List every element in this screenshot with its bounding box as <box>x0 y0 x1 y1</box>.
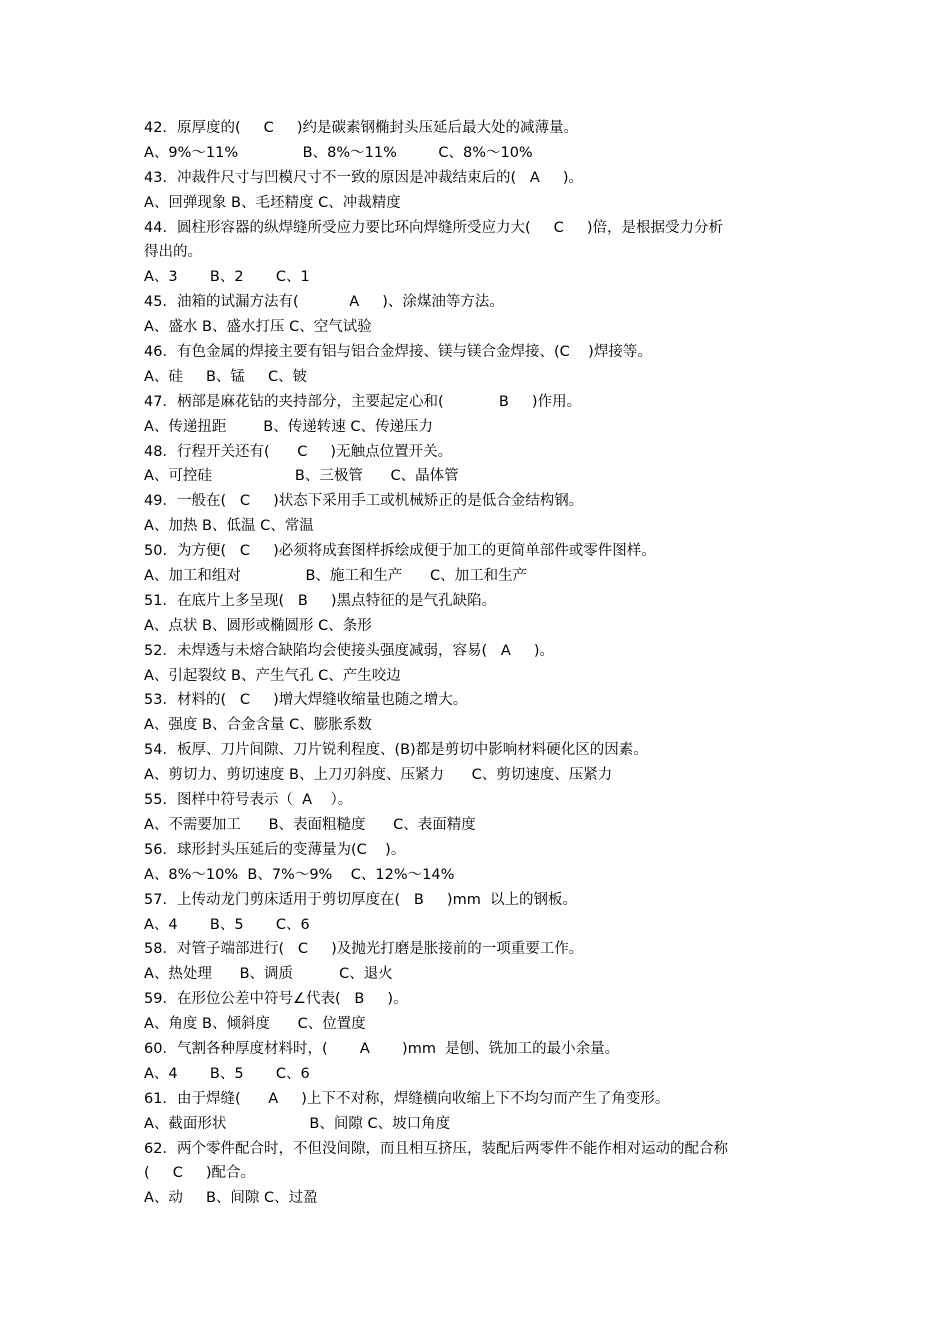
question-55: 55．图样中符号表示（ A ）。 <box>144 792 353 809</box>
options-51: A、点状 B、圆形或椭圆形 C、条形 <box>144 617 372 634</box>
question-list <box>144 116 812 1211</box>
options-52: A、引起裂纹 B、产生气孔 C、产生咬边 <box>144 667 401 684</box>
question-42: 42．原厚度的( C )约是碳素钢椭封头压延后最大处的减薄量。 <box>144 120 578 136</box>
question-51: 51．在底片上多呈现( B )黑点特征的是气孔缺陷。 <box>144 592 497 609</box>
question-52: 52．未焊透与未熔合缺陷均会使接头强度减弱，容易( A )。 <box>144 642 555 659</box>
options-57: A、4 B、5 C、6 <box>144 916 310 933</box>
question-45: 45．油箱的试漏方法有( A )、涂煤油等方法。 <box>144 294 504 311</box>
question-50: 50．为方便( C )必须将成套图样拆绘成便于加工的更简单部件或零件图样。 <box>144 543 656 560</box>
options-61: A、截面形状 B、间隙 C、坡口角度 <box>144 1115 451 1132</box>
options-47: A、传递扭距 B、传递转速 C、传递压力 <box>144 418 433 435</box>
question-58: 58．对管子端部进行( C )及抛光打磨是胀接前的一项重要工作。 <box>144 941 584 958</box>
question-48: 48．行程开关还有( C )无触点位置开关。 <box>144 443 453 460</box>
question-54: 54．板厚、刀片间隙、刀片锐利程度、(B)都是剪切中影响材料硬化区的因素。 <box>144 742 648 759</box>
options-58: A、热处理 B、调质 C、退火 <box>144 966 393 983</box>
options-49: A、加热 B、低温 C、常温 <box>144 518 314 535</box>
question-44-continued: 得出的。 <box>144 244 202 261</box>
options-50: A、加工和组对 B、施工和生产 C、加工和生产 <box>144 568 528 585</box>
options-62: A、动 B、间隙 C、过盈 <box>144 1190 318 1207</box>
question-57: 57．上传动龙门剪床适用于剪切厚度在( B )mm 以上的钢板。 <box>144 891 578 908</box>
options-54: A、剪切力、剪切速度 B、上刀刃斜度、压紧力 C、剪切速度、压紧力 <box>144 767 613 784</box>
question-44: 44．圆柱形容器的纵焊缝所受应力要比环向焊缝所受应力大( C )倍，是根据受力分析 <box>144 219 723 236</box>
options-48: A、可控硅 B、三极管 C、晶体管 <box>144 468 459 485</box>
question-47: 47．柄部是麻花钻的夹持部分，主要起定心和( B )作用。 <box>144 393 582 410</box>
options-43: A、回弹现象 B、毛坯精度 C、冲裁精度 <box>144 194 401 211</box>
options-45: A、盛水 B、盛水打压 C、空气试验 <box>144 319 372 336</box>
question-46: 46．有色金属的焊接主要有铝与铝合金焊接、镁与镁合金焊接、(C )焊接等。 <box>144 344 652 361</box>
question-62-continued: ( C )配合。 <box>144 1165 256 1182</box>
question-61: 61．由于焊缝( A )上下不对称，焊缝横向收缩上下不均匀而产生了角变形。 <box>144 1090 670 1107</box>
options-56: A、8%～10% B、7%～9% C、12%～14% <box>144 866 455 883</box>
question-60: 60．气割各种厚度材料时，( A )mm 是刨、铣加工的最小余量。 <box>144 1040 620 1057</box>
options-46: A、硅 B、锰 C、铍 <box>144 368 308 385</box>
question-43: 43．冲裁件尺寸与凹模尺寸不一致的原因是冲裁结束后的( A )。 <box>144 169 584 186</box>
options-55: A、不需要加工 B、表面粗糙度 C、表面精度 <box>144 816 476 833</box>
question-59: 59．在形位公差中符号∠代表( B )。 <box>144 991 408 1008</box>
options-53: A、强度 B、合金含量 C、膨胀系数 <box>144 717 372 734</box>
options-42: A、9%～11% B、8%～11% C、8%～10% <box>144 144 533 161</box>
question-56: 56．球形封头压延后的变薄量为(C )。 <box>144 841 406 858</box>
question-53: 53．材料的( C )增大焊缝收缩量也随之增大。 <box>144 692 468 709</box>
options-44: A、3 B、2 C、1 <box>144 269 310 286</box>
options-59: A、角度 B、倾斜度 C、位置度 <box>144 1016 366 1033</box>
options-60: A、4 B、5 C、6 <box>144 1065 310 1082</box>
question-62: 62．两个零件配合时，不但没间隙，而且相互挤压，装配后两零件不能作相对运动的配合称 <box>144 1140 728 1157</box>
question-49: 49．一般在( C )状态下采用手工或机械矫正的是低合金结构钢。 <box>144 493 584 510</box>
